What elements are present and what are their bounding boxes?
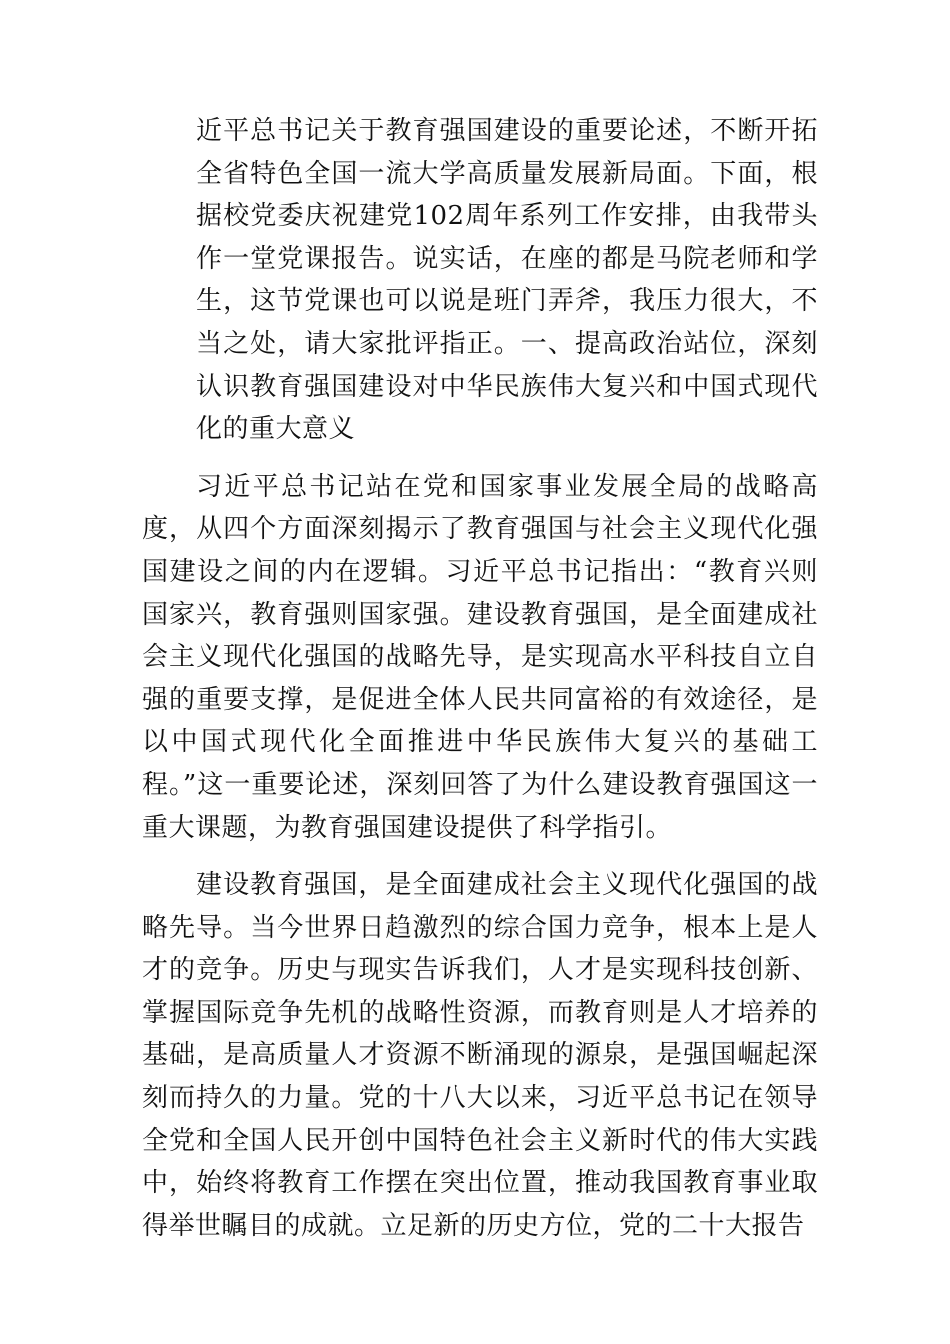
paragraph-3: 建设教育强国，是全面建成社会主义现代化强国的战略先导。当今世界日趋激烈的综合国力竞争，根本上是人才的竞争。历史与现实告诉我们，人才是实现科技创新、掌握国际竞争先机的战略性资源，而教育则是人才培养的基础，是高质量人才资源不断涌现的源泉，是强国崛起深刻而持久的力量。党的十八大以来，习近平总书记在领导全党和全国人民开创中国特色社会主义新时代的伟大实践中，始终将教育工作摆在突出位置，推动我国教育事业取得举世瞩目的成就。立足新的历史方位，党的二十大报告	[142, 870, 818, 1241]
paragraph-1: 近平总书记关于教育强国建设的重要论述，不断开拓全省特色全国一流大学高质量发展新局面。下面，根据校党委庆祝建党102周年系列工作安排，由我带头作一堂党课报告。说实话，在座的都是马院老师和学生，这节党课也可以说是班门弄斧，我压力很大，不当之处，请大家批评指正。一、提高政治站位，深刻认识教育强国建设对中华民族伟大复兴和中国式现代化的重大意义	[196, 116, 818, 445]
paragraph-2: 习近平总书记站在党和国家事业发展全局的战略高度，从四个方面深刻揭示了教育强国与社会主义现代化强国建设之间的内在逻辑。习近平总书记指出：“教育兴则国家兴，教育强则国家强。建设教育强国，是全面建成社会主义现代化强国的战略先导，是实现高水平科技自立自强的重要支撑，是促进全体人民共同富裕的有效途径，是以中国式现代化全面推进中华民族伟大复兴的基础工程。”这一重要论述，深刻回答了为什么建设教育强国这一重大课题，为教育强国建设提供了科学指引。	[142, 471, 818, 843]
document-body	[142, 110, 818, 1262]
